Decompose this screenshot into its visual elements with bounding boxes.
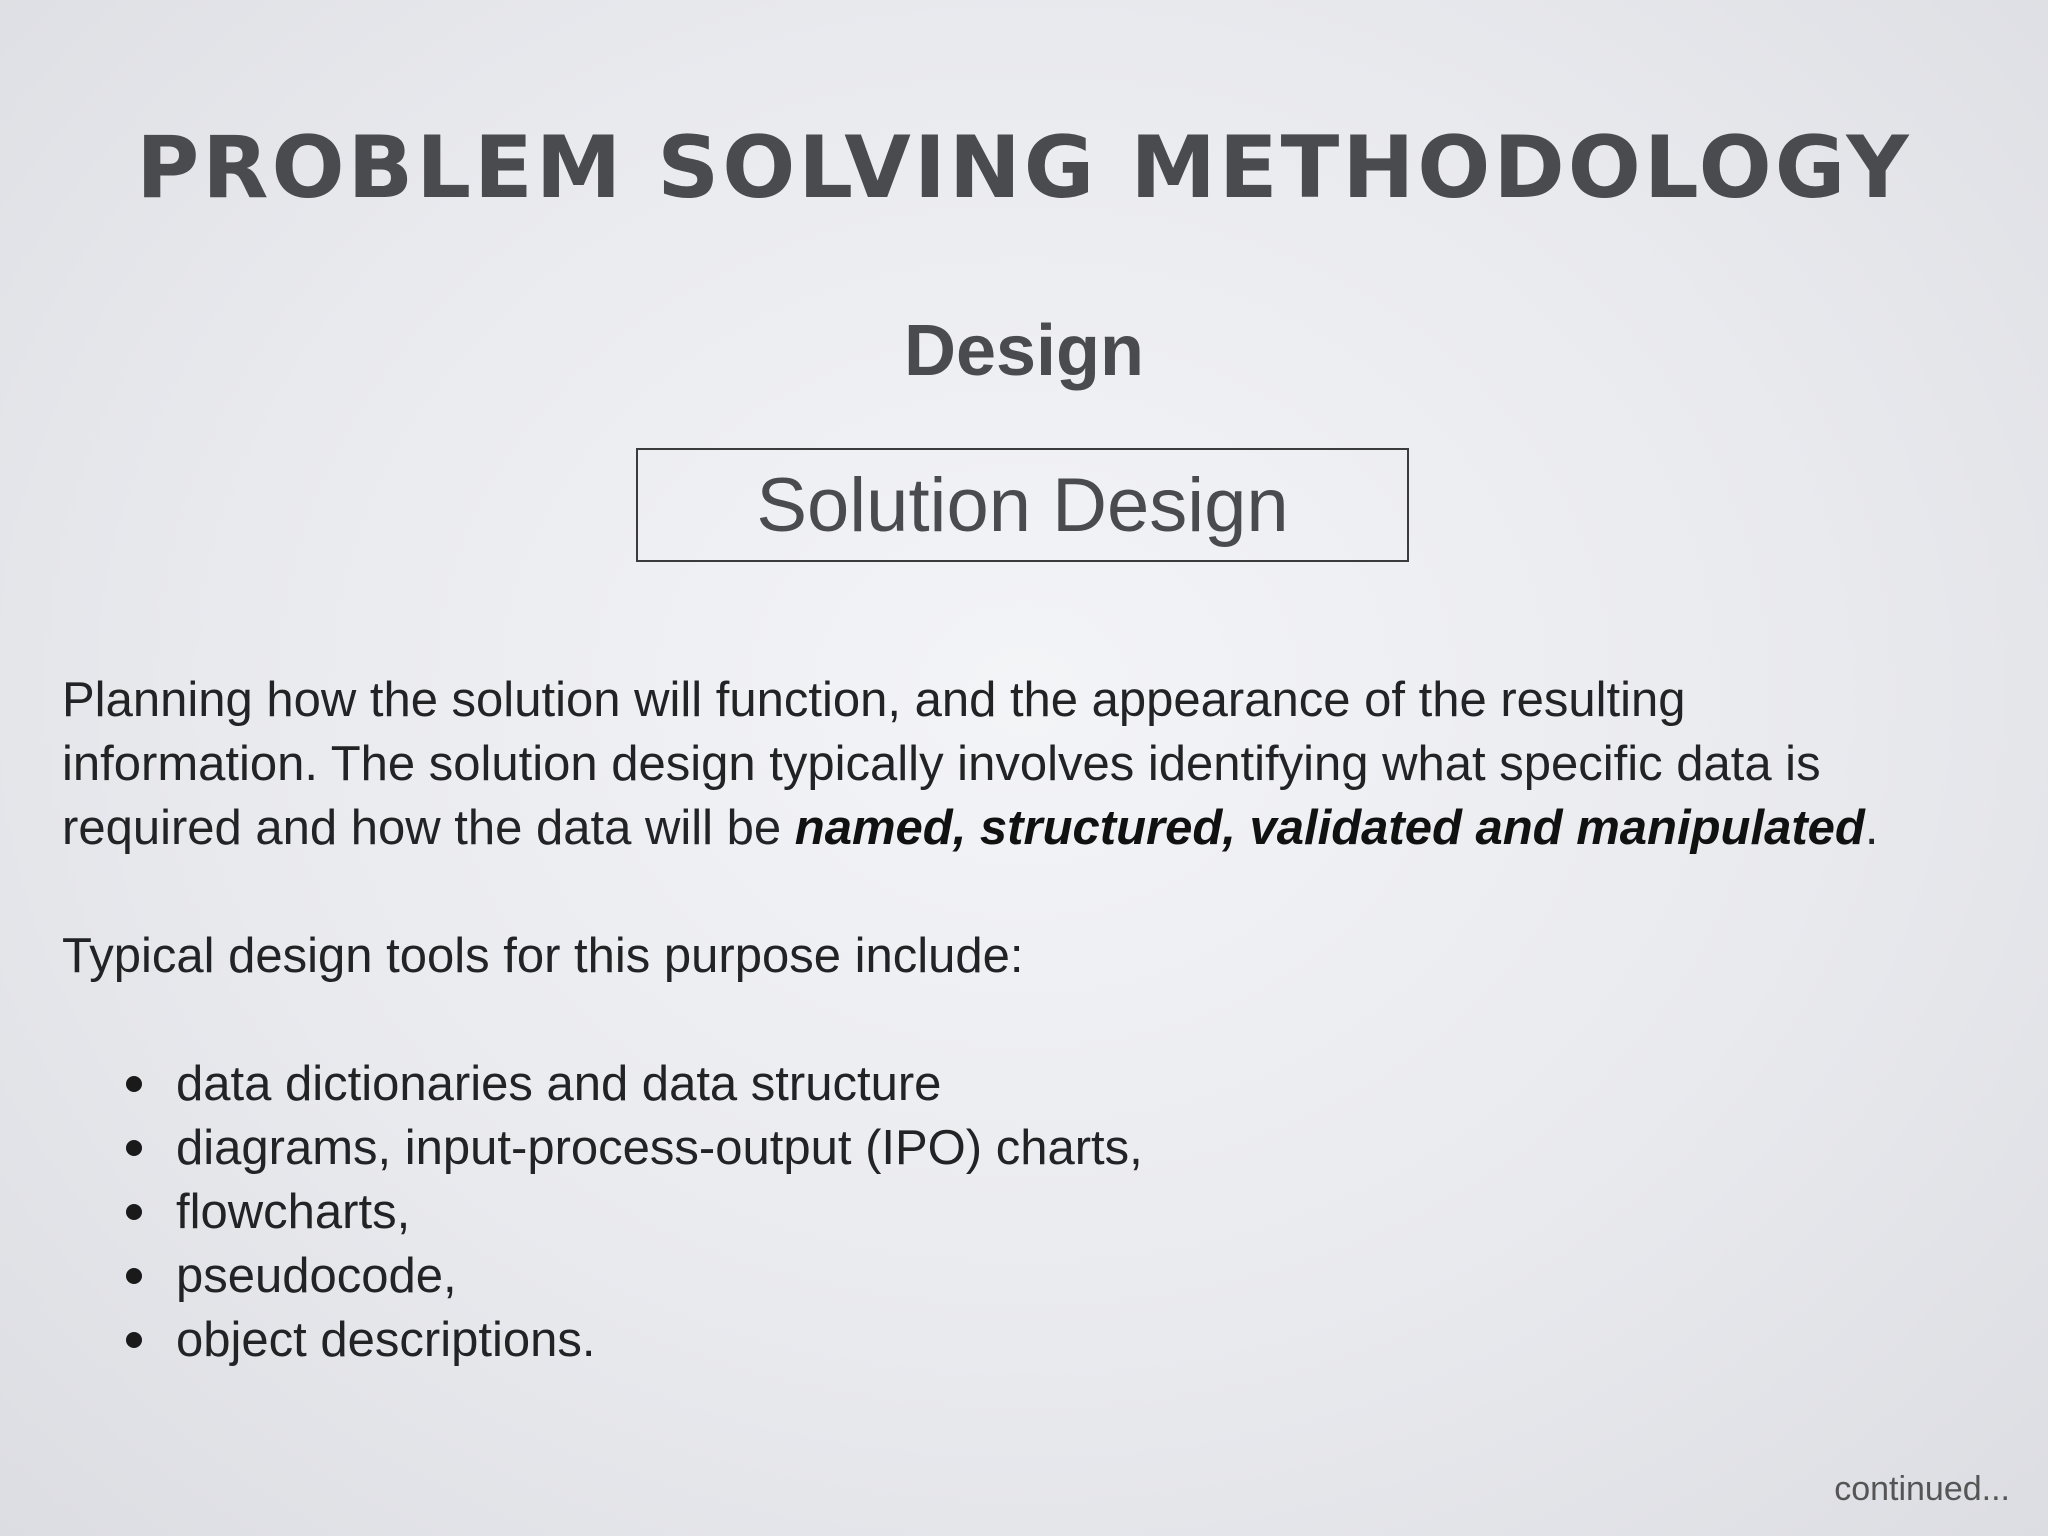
bullet-icon [126,1140,142,1156]
list-item [120,1116,1143,1180]
list-item-text: pseudocode, [176,1249,457,1303]
description-line-1: Planning how the solution will function, and the appearance of the resulting [62,673,1686,727]
tools-list [120,1052,1143,1372]
description-line-3 [62,796,1962,860]
bullet-icon [126,1204,142,1220]
description-line-3-prefix: required and how the data will be [62,801,795,855]
description-paragraph [62,668,1962,860]
list-item-text: flowcharts, [176,1185,411,1239]
bullet-icon [126,1332,142,1348]
section-subtitle: Design [903,311,1145,391]
emphasized-terms: named, structured, validated and manipulated [794,801,1865,855]
list-item-text: data dictionaries and data structure [176,1057,942,1111]
list-item [120,1052,1143,1116]
slide-title: PROBLEM SOLVING METHODOLOGY [136,118,1912,218]
list-item [120,1244,1143,1308]
bullet-icon [126,1076,142,1092]
list-item [120,1308,1143,1372]
list-item-text: diagrams, input-process-output (IPO) charts, [176,1121,1143,1175]
list-item-text: object descriptions. [176,1313,596,1367]
boxed-heading [636,448,1409,562]
description-line-2: information. The solution design typically involves identifying what specific data is [62,737,1821,791]
continued-note: continued... [1834,1470,2010,1508]
tools-intro: Typical design tools for this purpose include: [62,929,1024,983]
description-line-3-suffix: . [1864,801,1879,855]
list-item [120,1180,1143,1244]
bullet-icon [126,1268,142,1284]
boxed-heading-text: Solution Design [756,462,1289,548]
